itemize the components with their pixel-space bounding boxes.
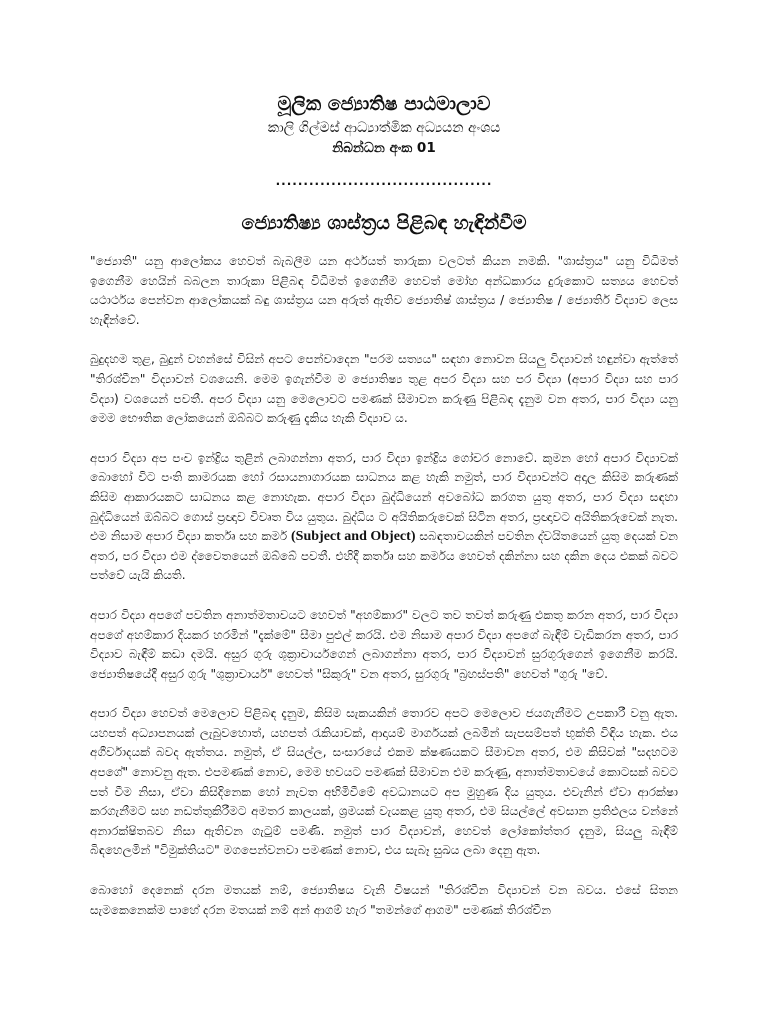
document-header — [90, 92, 678, 190]
department-name: කාලි ගිල්මස් ආධ්‍යාත්මික අධ්‍යයන අංශය — [267, 120, 501, 136]
section-title: ජ්‍යොතිෂ්‍ය ශාස්ත්‍රය පිළිබඳ හැඳින්වීම — [241, 212, 527, 234]
paragraph-2: බුදුදහම තුළ, බුදුන් වහන්සේ විසින් අපට පෙන්වාදෙන "පරම සත්‍යය" සඳහා නොවන සියලු විද්‍යාවන් හඳුන්වා ඇත්තේ "තිරශ්චීන" විද්‍යාවන් වශයෙනි. මෙම ඉගැන්වීම ම ජ්‍යොතිෂ්‍ය තුළ අපර විද්‍යා සහ පර විද්‍යා (අපාර විද්‍යා සහ පාර විද්‍යා) වශයෙන් පවතී. අපර විද්‍යා යනු මෙලොවට පමණක් සීමාවන කරුණු පිළිබඳ දැනුම වන අතර, පාර විද්‍යා යනු මෙම භෞතික ලෝකයෙන් ඔබ්බට කරුණු දැකිය හැකි විද්‍යාව ය. — [90, 352, 678, 426]
paragraph-3-part-a: අපාර විද්‍යා අප පංච ඉන්ද්‍රිය තුළින් ලබාගන්නා අතර, පාර විද්‍යා ඉන්ද්‍රිය ගෝචර නොවේ. කුමන හෝ අපාර විද්‍යාවක් බොහෝ විට පංති කාමරයක හෝ රසායනාගාරයක සාධනය කළ හැකි නමුත්, පාර විද්‍යාවන්ට අදාල කිසිම කරුණක් කිසිම ආකාරයකට සාධනය කළ නොහැක. අපාර විද්‍යා බුද්ධියෙන් අවබෝධ කරගත යුතු අතර, පාර විද්‍යා සඳහා බුද්ධියෙන් ඔබ්බට ගොස් ප්‍රඥාව විවෘත විය යුතුය. බුද්ධිය ට අයිතිකරුවෙක් සිටින අතර, ප්‍රඥාවට අයිතිකරුවෙක් නැත. එම නිසාම අපාර විද්‍යා කර්තෘ සහ කර්ම — [90, 450, 678, 544]
paragraph-1: "ජ්‍යොති" යනු ආලෝකය හෙවත් බැබලීම යන අර්ථයත් තාරුකා වලටත් කියන නමකි. "ශාස්ත්‍රය" යනු විධිමත් ඉගෙනීම හෙයින් බබලන තාරුකා පිළිබඳ විධිමත් ඉගෙනීම හෙවත් මෝහ අන්ධකාරය දුරුකොට සත්‍යය හෙවත් යථාර්ථය පෙන්වන ආලෝකයක් බඳු ශාස්ත්‍රය යන අරුත් ඇතිව ජ්‍යොතිෂ් ශාස්ත්‍රය / ජ්‍යොතිෂ / ජ්‍යොතිර් විද්‍යාව ලෙස හැඳින්වේ. — [90, 254, 678, 327]
essay-number: නිබන්ධන අංක 01 — [332, 140, 436, 156]
header-divider: ....................................... — [275, 174, 493, 188]
subject-object-term: (Subject and Object) — [291, 529, 416, 545]
course-title: මූලික ජ්‍යොතිෂ පාඨමාලාව — [277, 93, 491, 115]
paragraph-5: අපාර විද්‍යා හෙවත් මෙලොව පිළිබඳ දැනුම, කිසිම සැකයකින් තොරව අපට මෙලොව ජයගැනීමට උපකාරී වනු ඇත. යහපත් අධ්‍යාපනයක් ලැබුවහොත්, යහපත් රැකියාවක්, ආදායම් මාර්ගයක් ලබමින් සැපසම්පත් භුක්ති විඳිය හැක. එය අගීර්වාදයක් බවද ඇත්තය. නමුත්, ඒ සියල්ල, සංසාරයේ එකම ක්ෂණයකට සීමාවන අතර, එම කිසිවක් "සදහටම අපගේ" නොවනු ඇත. එපමණක් නොව, මෙම භවයට පමණක් සීමාවන එම කරුණු, අනාත්මතාවයේ කොටසක් බවට පත් වීම නිසා, ඒවා කිසිදිනෙක හෝ නැවත අභිමිවීමේ අවධානයට අප මුහුණ දිය යුතුය. එවැනින් ඒවා ආරක්ෂා කරගැනීමට සහ නඩත්තුකිරීමට අමතර කාලයක්, ශ්‍රමයක් වැයකළ යුතු අතර, එම සියල්ලේ අවසාන ප්‍රතිඵලය වන්නේ අනාරක්ෂිතබව නිසා ඇතිවන ගැටුම් පමණි. නමුත් පාර විද්‍යාවන්, හෙවත් ලෝකෝත්තර දැනුම, සියලු බැඳීම් බිඳහෙලමින් "විමුක්තියට" මගපෙන්වනවා පමණක් නොව, එය සැබෑ සුඛය ලබා දෙනු ඇත. — [90, 706, 678, 858]
paragraph-4: අපාර විද්‍යා අපගේ පවතින අනාත්මතාවයට හෙවත් "අහම්කාර" වලට තව තවත් කරුණු එකතු කරන අතර, පාර විද්‍යා අපගේ අහම්කාර දියකර හරමින් "දැක්මේ" සීමා පුළුල් කරයි. එම නිසාම අපාර විද්‍යා අපගේ බැඳීම් වැඩිකරන අතර, පාර විද්‍යාව බැඳීම් කඩා දමයි. අසුර ගුරු ශුක්‍රාචාර්යගෙන් ලබාගන්නා අතර, පාර විද්‍යාවන් සුරගුරුගෙන් ඉගෙනීම කරයි. ජ්‍යොතිෂයේදී අසුර ගුරු "ශුක්‍රාචාර්ය" හෙවත් "සිකුරු" වන අතර, සුරගුරු "බ්‍රහස්පති" හෙවත් "ගුරු "වේ. — [90, 607, 678, 681]
paragraph-3-part-b: සබඳතාවයකින් පවතින ද්වයිතයෙන් යුතු දෙයක් වන අතර, පර විද්‍යා එම ද්වෛතයෙන් ඔබ්බේ පවතී. එහිදී කර්තෘ සහ කර්මය හෙවත් දකින්නා සහ දකින දෙය එකක් බවට පත්වේ යැයි කියති. — [90, 529, 678, 583]
paragraph-6: බොහෝ දෙනෙක් දරන මතයක් නම්, ජ්‍යොතිෂය වැනි විෂයන් "තිරශ්චීන විද්‍යාවන් වන බවය. එසේ සිතන සැමකෙනෙක්ම පාහේ දරන මතයක් නම් අන් ආගම් හැර "තමන්ගේ ආගම" පමණක් තිරශ්චීන — [90, 883, 678, 917]
paragraph-3 — [90, 449, 678, 586]
